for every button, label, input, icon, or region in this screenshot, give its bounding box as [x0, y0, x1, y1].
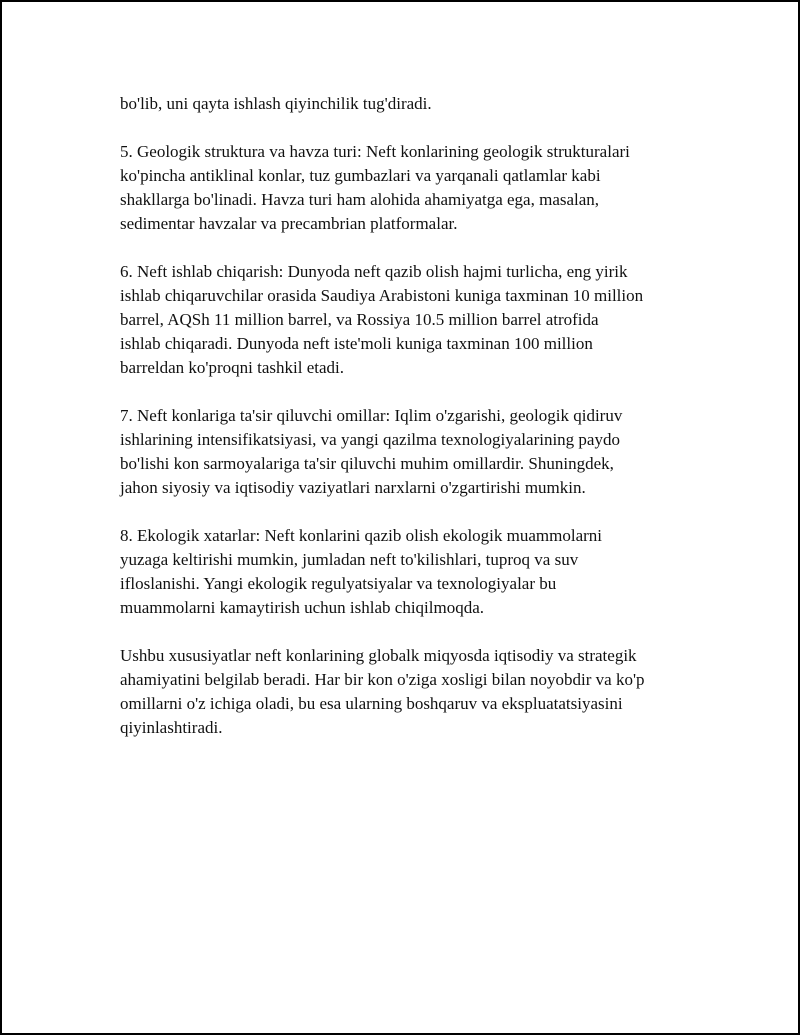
paragraph-ecological-risks: 8. Ekologik xatarlar: Neft konlarini qazib olish ekologik muammolarni yuzaga keltirishi mumkin, jumladan neft to'kilishlari, tuproq va suv ifloslanishi. Yangi ekologik regulyatsiyalar va texnologiyalar bu muammolarni kamaytirish uchun ishlab chiqilmoqda. [120, 526, 603, 617]
paragraph-influencing-factors: 7. Neft konlariga ta'sir qiluvchi omillar: Iqlim o'zgarishi, geologik qidiruv ishlarining intensifikatsiyasi, va yangi qazilma texnologiyalarining paydo bo'lishi kon sarmoyalariga ta'sir qiluvchi muhim omillardir. Shuningdek, jahon siyosiy va iqtisodiy vaziyatlari narxlarni o'zgartirishi mumkin. [120, 406, 623, 497]
document-body [120, 92, 710, 764]
paragraph-conclusion: Ushbu xususiyatlar neft konlarining globalk miqyosda iqtisodiy va strategik ahamiyatini belgilab beradi. Har bir kon o'ziga xosligi bilan noyobdir va ko'p omillarni o'z ichiga oladi, bu esa ularning boshqaruv va ekspluatatsiyasini qiyinlashtiradi. [120, 646, 645, 737]
paragraph-geological-structure: 5. Geologik struktura va havza turi: Neft konlarining geologik strukturalari ko'pincha antiklinal konlar, tuz gumbazlari va yarqanali qatlamlar kabi shakllarga bo'linadi. Havza turi ham alohida ahamiyatga ega, masalan, sedimentar havzalar va precambrian platformalar. [120, 142, 630, 233]
paragraph-continuation: bo'lib, uni qayta ishlash qiyinchilik tug'diradi. [120, 94, 432, 113]
paragraph-oil-production: 6. Neft ishlab chiqarish: Dunyoda neft qazib olish hajmi turlicha, eng yirik ishlab chiqaruvchilar orasida Saudiya Arabistoni kuniga taxminan 10 million barrel, AQSh 11 million barrel, va Rossiya 10.5 million barrel atrofida ishlab chiqaradi. Dunyoda neft iste'moli kuniga taxminan 100 million barreldan ko'proqni tashkil etadi. [120, 262, 644, 377]
